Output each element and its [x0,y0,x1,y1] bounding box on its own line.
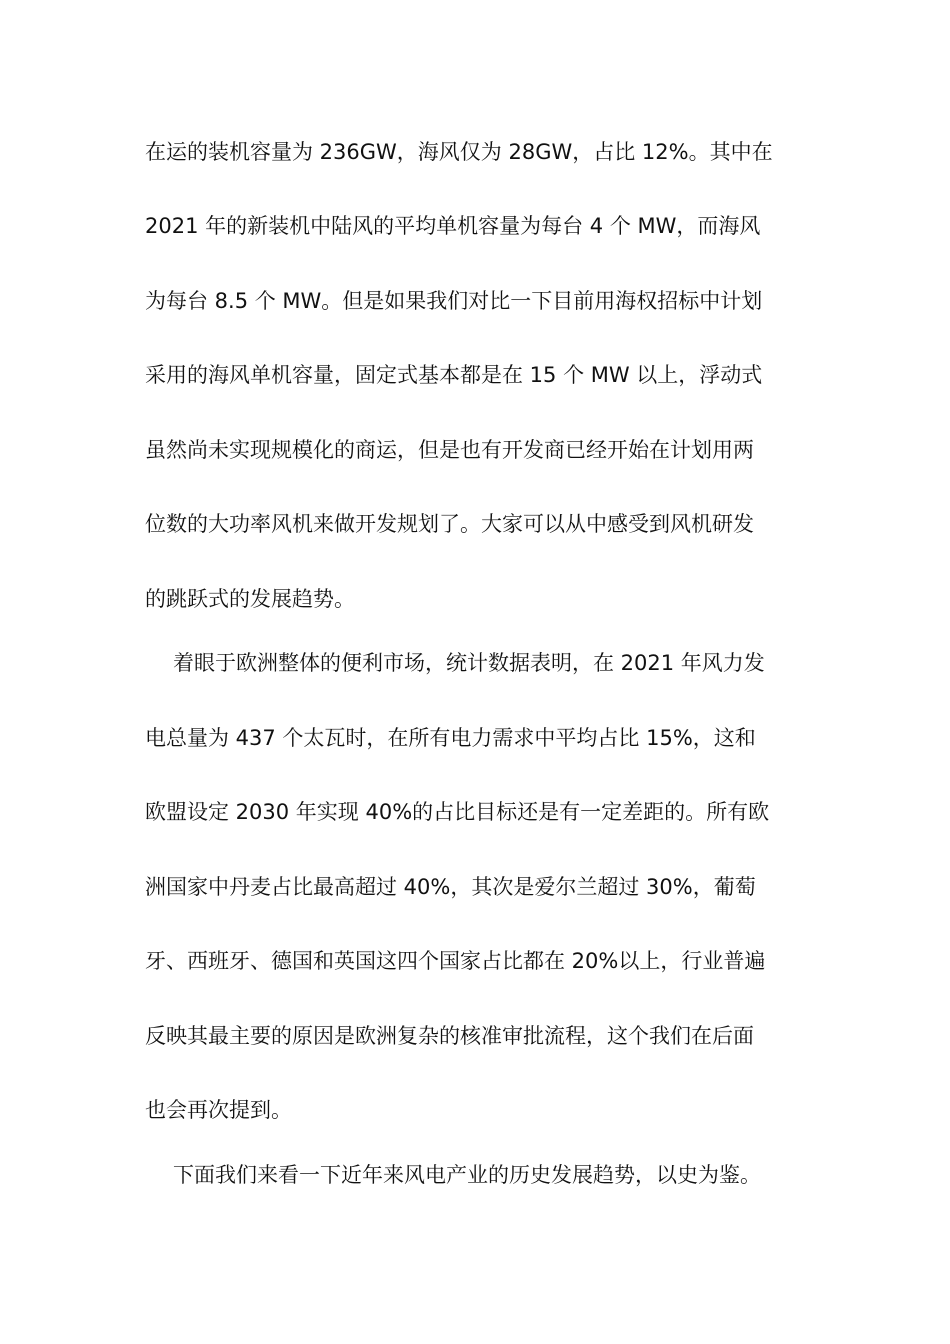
text-line: 也会再次提到。 [145,1098,292,1122]
text-line: 位数的大功率风机来做开发规划了。大家可以从中感受到风机研发 [145,512,754,536]
text-line: 洲国家中丹麦占比最高超过 40%，其次是爱尔兰超过 30%，葡萄 [145,875,756,899]
text-line: 2021 年的新装机中陆风的平均单机容量为每台 4 个 MW，而海风 [145,214,761,238]
text-line: 下面我们来看一下近年来风电产业的历史发展趋势，以史为鉴。 [173,1163,761,1187]
text-line: 虽然尚未实现规模化的商运，但是也有开发商已经开始在计划用两 [145,438,754,462]
text-line: 为每台 8.5 个 MW。但是如果我们对比一下目前用海权招标中计划 [145,289,763,313]
text-line: 反映其最主要的原因是欧洲复杂的核准审批流程，这个我们在后面 [145,1024,754,1048]
text-line: 的跳跃式的发展趋势。 [145,587,355,611]
text-line: 牙、西班牙、德国和英国这四个国家占比都在 20%以上，行业普遍 [145,949,766,973]
text-line: 欧盟设定 2030 年实现 40%的占比目标还是有一定差距的。所有欧 [145,800,770,824]
text-line: 电总量为 437 个太瓦时，在所有电力需求中平均占比 15%，这和 [145,726,756,750]
text-line: 在运的装机容量为 236GW，海风仅为 28GW，占比 12%。其中在 [145,140,773,164]
text-line: 着眼于欧洲整体的便利市场，统计数据表明，在 2021 年风力发 [173,651,765,675]
text-line: 采用的海风单机容量，固定式基本都是在 15 个 MW 以上，浮动式 [145,363,763,387]
